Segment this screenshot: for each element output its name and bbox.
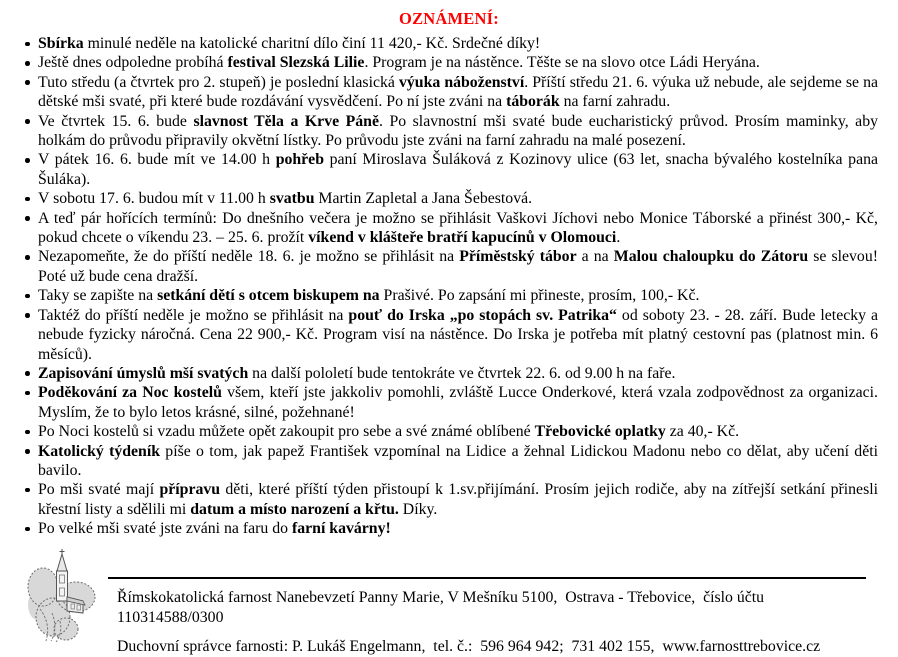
bullet-text-bold: Sbírka	[38, 35, 84, 52]
bullet-text-bold: víkend v klášteře bratří kapucínů v Olomouci	[308, 229, 617, 247]
bullet-item	[24, 286, 878, 305]
bullet-item	[24, 73, 878, 112]
bullet-icon	[25, 119, 30, 124]
bullet-item	[24, 422, 878, 441]
bullet-text: se slevou! Poté už bude cena dražší.	[38, 248, 878, 285]
bullet-item	[24, 442, 878, 481]
bullet-text: od soboty 23. - 28. září. Bude letecky a nebude fyzicky náročná. Cena 22 900,- Kč. Program visí na nástěnce. Do Irska je potřeba mít platný cestovní pas (platnost min. 6 měsíců).	[38, 306, 879, 363]
bullet-text: . Po slavnostní mši svaté bude eucharistický průvod. Prosím maminky, aby holkám do průvodu připravily okvětní lístky. Po průvodu jste zváni na farní zahradu na malé posezení.	[38, 112, 878, 150]
bullet-item	[24, 519, 878, 538]
bullet-text: Ještě dnes odpoledne probíhá	[38, 54, 228, 72]
bullet-icon	[25, 216, 30, 221]
bullet-item	[24, 189, 878, 208]
bullet-text-bold: festival Slezská Lilie	[227, 54, 365, 72]
bullet-icon	[25, 255, 30, 260]
bullet-text: Prašivé. Po zapsání mi přineste, prosím, 100,- Kč.	[379, 287, 700, 305]
footer-contact-line: Duchovní správce farnosti: P. Lukáš Engelmann, tel. č.: 596 964 942; 731 402 155, www.farnosttrebovice.cz	[117, 637, 821, 655]
bullet-icon	[25, 313, 30, 318]
bullet-icon	[25, 61, 30, 66]
bullet-text: Taktéž do příští neděle je možno se přihlásit na	[38, 306, 349, 324]
footer-text-block	[108, 547, 866, 657]
bullet-text: . Program je na nástěnce. Těšte se na slovo otce Ládi Heryána.	[364, 54, 760, 72]
bullet-text: všem, kteří jste jakkoliv pomohli, zvláště Lucce Onderkové, která vzala zodpovědnost za organizaci. Myslím, že to bylo letos krásné, silné, požehnané!	[38, 384, 879, 421]
bullet-text: Po velké mši svaté jste zváni na faru do	[38, 520, 292, 538]
bullet-text-bold: přípravu	[159, 481, 221, 499]
bullet-text: paní Miroslava Šuláková z Kozinovy ulice (63 let, snacha bývalého kostelníka pana Šuláka).	[38, 151, 878, 188]
bullet-item	[24, 112, 878, 151]
bullet-text: . Příští středu 21. 6. výuka už nebude, ale sejdeme se na dětské mši svaté, při které bude rozdávání vysvědčení. Po ní jste zváni na	[38, 73, 878, 111]
bullet-text-bold: pohřeb	[275, 151, 324, 169]
bullet-text-bold: farní kavárny!	[292, 520, 391, 538]
bullet-item	[24, 306, 878, 364]
bullet-text: Díky.	[398, 500, 438, 518]
bullet-text-bold: datum a místo narození a křtu.	[190, 500, 399, 518]
bullet-icon	[25, 430, 30, 435]
bullet-text-bold: Malou chaloupku do Zátoru	[613, 248, 809, 266]
footer-divider	[108, 577, 866, 579]
bullet-text: a na	[576, 248, 614, 266]
footer	[26, 547, 898, 657]
bullet-text-bold: výuka náboženství	[398, 73, 525, 91]
announcement-list	[0, 34, 898, 539]
bullet-icon	[25, 527, 30, 532]
bullet-text: na další pololetí bude tentokráte ve čtvrtek 22. 6. od 9.00 h na faře.	[248, 364, 676, 382]
page-title: OZNÁMENÍ:	[399, 9, 499, 28]
bullet-text-bold: Příměstský tábor	[459, 248, 577, 266]
church-sketch-icon	[26, 547, 98, 643]
bullet-text: Taky se zapište na	[38, 287, 158, 305]
bullet-icon	[25, 371, 30, 376]
bullet-icon	[25, 294, 30, 299]
bullet-text: Martin Zapletal a Jana Šebestová.	[314, 190, 533, 208]
bullet-item	[24, 364, 878, 383]
bullet-text-bold: Katolický týdeník	[38, 442, 161, 460]
bullet-text: V sobotu 17. 6. budou mít v 11.00 h	[38, 190, 270, 208]
bullet-text-bold: setkání dětí s otcem biskupem na	[157, 287, 380, 305]
bullet-text: Po Noci kostelů si vzadu můžete opět zakoupit pro sebe a své známé oblíbené	[38, 423, 535, 441]
bullet-item	[24, 209, 878, 248]
bullet-icon	[25, 42, 30, 47]
bullet-icon	[25, 158, 30, 163]
bullet-text: V pátek 16. 6. bude mít ve 14.00 h	[38, 151, 276, 169]
footer-parish-line: Římskokatolická farnost Nanebevzetí Panny Marie, V Mešníku 5100, Ostrava - Třebovice, číslo účtu 110314588/0300	[117, 588, 769, 626]
bullet-text: děti, které příští týden přistoupí k 1.sv.přijímání. Prosím jejich rodiče, aby na zítřejší setkání přinesli křestní listy a sdělili mi	[38, 481, 878, 518]
bullet-icon	[25, 197, 30, 202]
bullet-text: A teď pár hořících termínů: Do dnešního večera je možno se přihlásit Vaškovi Jíchovi nebo Monice Táborské a přinést 300,- Kč, pokud chcete o víkendu 23. – 25. 6. prožít	[38, 209, 878, 247]
bullet-text-bold: svatbu	[269, 190, 315, 208]
bullet-text-bold: slavnost Těla a Krve Páně	[193, 112, 379, 130]
bullet-icon	[25, 449, 30, 454]
bullet-text-bold: Zapisování úmyslů mší svatých	[38, 364, 249, 382]
bullet-text: za 40,- Kč.	[665, 423, 740, 441]
bullet-item	[24, 34, 878, 53]
bullet-item	[24, 383, 878, 422]
bullet-item	[24, 480, 878, 519]
bullet-text: Ve čtvrtek 15. 6. bude	[38, 112, 194, 130]
bullet-item	[24, 150, 878, 189]
bullet-text: na farní zahradu.	[559, 93, 671, 111]
bullet-text: Tuto středu (a čtvrtek pro 2. stupeň) je poslední klasická	[38, 73, 399, 91]
bullet-item	[24, 53, 878, 72]
bullet-text-bold: táborák	[506, 93, 560, 111]
bullet-item	[24, 247, 878, 286]
bullet-text: Po mši svaté mají	[38, 481, 160, 499]
bullet-text-bold: pouť do Irska „po stopách sv. Patrika“	[348, 306, 617, 324]
bullet-text-bold: Třebovické oplatky	[534, 423, 666, 441]
bullet-text: píše o tom, jak papež František vzpomínal na Lidice a žehnal Lidickou Madonu nebo co dělat, aby učení děti bavilo.	[38, 442, 878, 479]
bullet-text-bold: Poděkování za Noc kostelů	[38, 384, 222, 402]
bullet-icon	[25, 80, 30, 85]
bullet-icon	[25, 391, 30, 396]
bullet-text: Nezapomeňte, že do příští neděle 18. 6. je možno se přihlásit na	[38, 248, 460, 266]
bullet-icon	[25, 488, 30, 493]
bullet-text: .	[616, 229, 621, 247]
bullet-text: minulé neděle na katolické charitní dílo činí 11 420,- Kč. Srdečné díky!	[83, 35, 541, 52]
